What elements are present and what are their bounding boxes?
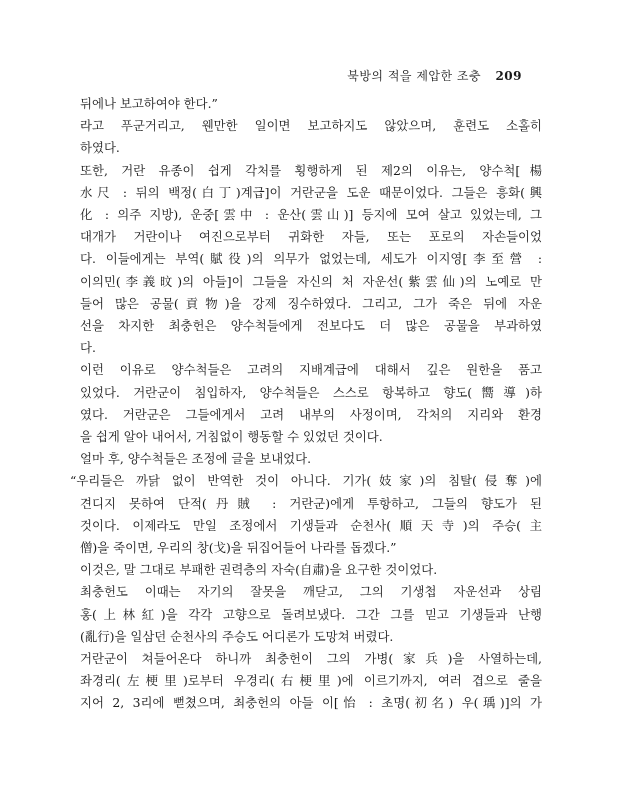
text-line: 좌경리(左梗里)로부터 우경리(右梗里)에 이르기까지, 여러 겹으로 줄을 bbox=[80, 673, 542, 689]
text-line: 였다. 거란군은 그들에게서 고려 내부의 사정이며, 각처의 지리와 환경 bbox=[80, 406, 542, 422]
text-line: 지어 2, 3리에 뻗쳤으며, 최충헌의 아들 이[怡 : 초명(初名) 우(瑀)]의 가 bbox=[80, 695, 542, 711]
text-line: (亂行)을 일삼던 순천사의 주승도 어디론가 도망쳐 버렸다. bbox=[80, 628, 394, 644]
text-line: 水尺 : 뒤의 백정(白丁)계급]이 거란군을 도운 때문이었다. 그들은 흥화(興 bbox=[80, 184, 542, 200]
text-line: 선을 차지한 최충헌은 양수척들에게 전보다도 더 많은 공물을 부과하였 bbox=[80, 318, 542, 334]
text-line: 다. bbox=[80, 340, 96, 356]
running-title: 북방의 적을 제압한 조충 bbox=[347, 69, 482, 83]
text-line: 있었다. 거란군이 침입하자, 양수척들은 스스로 항복하고 향도(嚮導)하 bbox=[80, 384, 542, 400]
body-text bbox=[70, 93, 542, 715]
running-header bbox=[347, 67, 522, 84]
text-line: 하였다. bbox=[80, 140, 120, 156]
text-line: 대개가 거란이나 여진으로부터 귀화한 자들, 또는 포로의 자손들이었 bbox=[80, 229, 542, 245]
text-line: 이것은, 말 그대로 부패한 권력층의 자숙(自肅)을 요구한 것이었다. bbox=[80, 562, 438, 578]
text-line: 뒤에나 보고하여야 한다.” bbox=[80, 96, 218, 111]
quote-line: 僧)을 죽이면, 우리의 창(戈)을 뒤집어들어 나라를 돕겠다.” bbox=[80, 540, 397, 556]
text-line: 홍(上林紅)을 각각 고향으로 돌려보냈다. 그간 그를 믿고 기생들과 난행 bbox=[80, 606, 542, 622]
text-line: 化 : 의주 지방), 운중[雲中 : 운산(雲山)] 등지에 모여 살고 있었는데, 그 bbox=[80, 207, 542, 223]
text-line: 거란군이 쳐들어온다 하니까 최충헌이 그의 가병(家兵)을 사열하는데, bbox=[80, 651, 542, 667]
text-line: 얼마 후, 양수척들은 조정에 글을 보내었다. bbox=[80, 451, 312, 467]
text-line: 최충헌도 이때는 자기의 잘못을 깨닫고, 그의 기생첩 자운선과 상림 bbox=[80, 584, 542, 600]
text-line: 이의민(李義旼)의 아들]이 그들을 자신의 처 자운선(紫雲仙)의 노예로 만 bbox=[80, 273, 542, 289]
quote-line: 견디지 못하여 단적(丹賊 : 거란군)에게 투항하고, 그들의 향도가 된 bbox=[80, 495, 542, 511]
text-line: 또한, 거란 유종이 쉽게 각처를 횡행하게 된 제2의 이유는, 양수척[楊 bbox=[80, 162, 542, 178]
quote-line: 것이다. 이제라도 만일 조정에서 기생들과 순천사(順天寺)의 주승(主 bbox=[80, 517, 542, 533]
quote-line: “우리들은 까닭 없이 반역한 것이 아니다. 기가(妓家)의 침탈(侵奪)에 bbox=[70, 473, 542, 489]
text-line: 이런 이유로 양수척들은 고려의 지배계급에 대해서 깊은 원한을 품고 bbox=[80, 362, 542, 378]
page-number: 209 bbox=[495, 69, 522, 83]
text-line: 을 쉽게 알아 내어서, 거침없이 행동할 수 있었던 것이다. bbox=[80, 429, 383, 445]
text-line: 들어 많은 공물(貢物)을 강제 징수하였다. 그리고, 그가 죽은 뒤에 자운 bbox=[80, 295, 542, 311]
text-line: 라고 푸군거리고, 웬만한 일이면 보고하지도 않았으며, 훈련도 소홀히 bbox=[80, 118, 542, 134]
text-line: 다. 이들에게는 부역(賦役)의 의무가 없었는데, 세도가 이지영[李至營 : bbox=[80, 251, 542, 267]
